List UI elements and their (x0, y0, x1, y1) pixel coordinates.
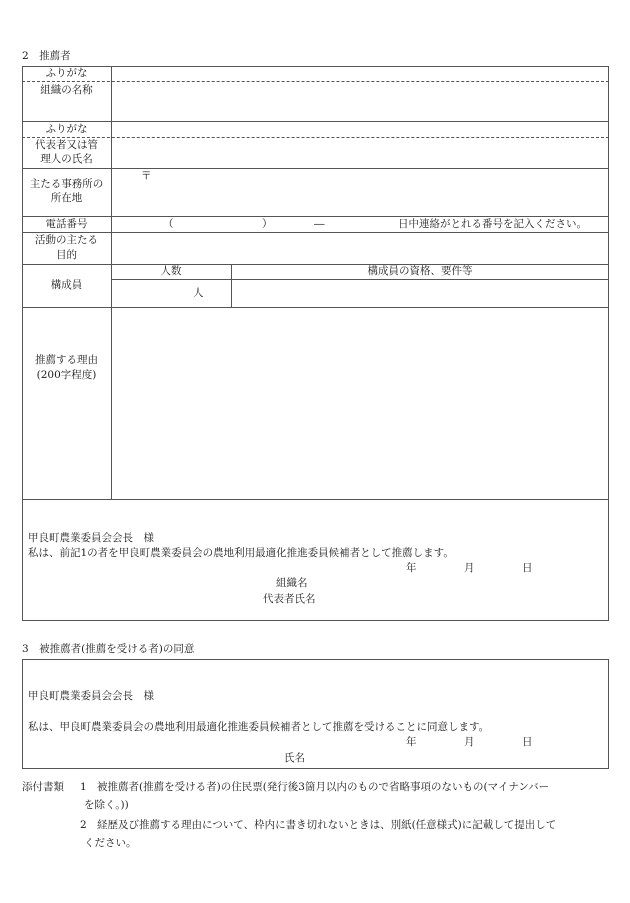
row-divider (22, 232, 609, 233)
activity-label-line2: 目的 (56, 249, 77, 261)
furigana-divider-2 (22, 137, 609, 138)
furigana-divider-1 (22, 81, 609, 82)
qualifications-header: 構成員の資格、要件等 (367, 265, 473, 277)
members-label: 構成員 (50, 279, 83, 291)
representative-signature-label: 代表者氏名 (263, 593, 316, 605)
consent-statement: 私は、甲良町農業委員会の農地利用最適化推進委員候補者として推薦を受けることに同意します。 (28, 721, 490, 733)
date-month: 月 (464, 562, 475, 574)
furigana-label: ふりがな (45, 123, 88, 135)
attachment-1-text-line2: を除く。)) (84, 799, 129, 811)
office-label-line1: 主たる事務所の (29, 178, 104, 190)
representative-label-line2: 理人の氏名 (40, 153, 93, 165)
reason-label-line1: 推薦する理由 (35, 354, 98, 366)
representative-label-line1: 代表者又は管 (35, 139, 98, 151)
members-subheader-divider (111, 279, 609, 280)
phone-open-paren: （ (163, 218, 174, 230)
row-divider (22, 168, 609, 169)
date-month: 月 (464, 736, 475, 748)
attachment-2-text-line1: 経歴及び推薦する理由について、枠内に書き切れないときは、別紙(任意様式)に記載して提出して (97, 819, 557, 831)
postal-mark: 〒 (141, 170, 152, 182)
headcount-unit: 人 (193, 287, 204, 299)
row-divider (22, 121, 609, 122)
furigana-label: ふりがな (45, 67, 88, 79)
attachment-2-number: 2 (80, 819, 87, 831)
date-day: 日 (522, 736, 533, 748)
phone-close-paren: ） (262, 218, 273, 230)
consent-addressee: 甲良町農業委員会会長 様 (28, 690, 154, 702)
attachment-1-number: 1 (80, 781, 87, 793)
section3-heading: 3 被推薦者(推薦を受ける者)の同意 (22, 643, 195, 655)
attachments-title: 添付書類 (22, 781, 64, 793)
phone-note: 日中連絡がとれる番号を記入ください。 (398, 218, 587, 230)
office-label-line2: 所在地 (50, 192, 83, 204)
attachment-1-text-line1: 被推薦者(推薦を受ける者)の住民票(発行後3箇月以内のもので省略事項のないもの(マイナンバー (97, 781, 550, 793)
label-column-divider (111, 66, 112, 500)
phone-dash: ― (314, 218, 325, 230)
date-year: 年 (406, 562, 417, 574)
activity-label-line1: 活動の主たる (35, 234, 98, 246)
declaration-addressee: 甲良町農業委員会会長 様 (28, 532, 154, 544)
declaration-statement: 私は、前記1の者を甲良町農業委員会の農地利用最適化推進委員候補者として推薦します。 (28, 547, 454, 559)
consent-box (22, 659, 609, 769)
phone-label: 電話番号 (45, 218, 88, 230)
headcount-header: 人数 (160, 265, 182, 277)
date-day: 日 (522, 562, 533, 574)
attachment-2-text-line2: ください。 (84, 837, 137, 849)
reason-label-line2: (200字程度) (36, 369, 97, 381)
row-divider (22, 307, 609, 308)
org-name-signature-label: 組織名 (276, 577, 308, 589)
date-year: 年 (406, 736, 417, 748)
row-divider (22, 216, 609, 217)
consent-name-label: 氏名 (284, 752, 305, 764)
org-name-label: 組織の名称 (40, 84, 93, 96)
section2-heading: 2 推薦者 (22, 50, 71, 62)
